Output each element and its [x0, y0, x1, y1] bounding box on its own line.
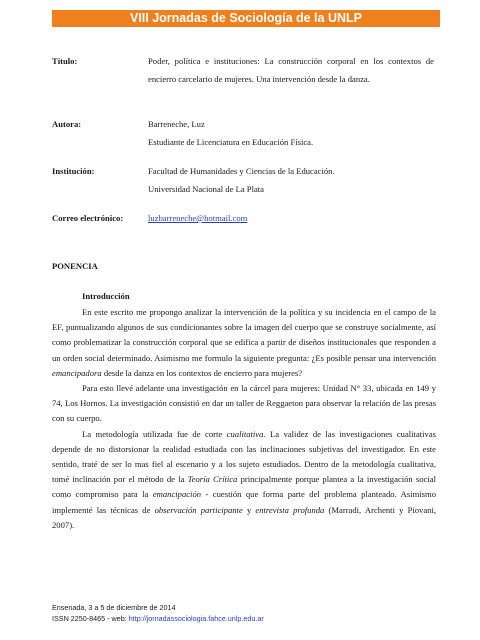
paragraph-2: Para esto llevé adelante una investigación en la cárcel para mujeres: Unidad N° 33, ubicada en 149 y 74, Los Hornos. La investigación consistió en dar un taller de Reggaeton para observar la relación de las presas con su cuerpo. — [52, 383, 436, 424]
email-row — [148, 209, 434, 227]
title-value: Poder, política e instituciones: La construcción corporal en los contextos de encierro carcelario de mujeres. Una intervención desde la danza. — [148, 56, 434, 84]
email-label: Correo electrónico: — [52, 213, 124, 223]
intro-heading: Introducción — [82, 291, 130, 301]
intro-body — [52, 305, 436, 533]
author-label: Autora: — [52, 119, 82, 129]
author-info — [148, 115, 434, 151]
paragraph-3: La metodología utilizada fue de corte cualitativa. La validez de las investigaciones cualitativas depende de no distorsionar la realidad estudiada con las inclinaciones subjetivas del investigador. En este sentido, traté de ser lo mas fiel al escenario y a los sujeto estudiados. Dentro de la metodología cualitativa, tomé inclinación por el método de la Teoría Crítica principalmente porque plantea a la investigación social como compromiso para la emancipación - cuestión que forma parte del problema planteado. Asimismo implementé las técnicas de observación participante y entrevista profunda (Marradi, Archenti y Piovani, 2007). — [52, 428, 436, 530]
institution-label: Institución: — [52, 166, 95, 176]
author-role: Estudiante de Licenciatura en Educación Física. — [148, 137, 314, 147]
institution-university: Universidad Nacional de La Plata — [148, 184, 264, 194]
conference-banner: VIII Jornadas de Sociología de la UNLP — [52, 10, 440, 27]
institution-faculty: Facultad de Humanidades y Ciencias de la Educación. — [148, 166, 335, 176]
footer-date: Ensenada, 3 a 5 de diciembre de 2014 — [52, 603, 176, 612]
email-link[interactable]: luzbarreneche@hotmail.com — [148, 213, 248, 223]
institution-info — [148, 162, 434, 198]
footer — [52, 603, 264, 624]
section-title: PONENCIA — [52, 261, 98, 271]
footer-url-link[interactable]: http://jornadassociologia.fahce.unlp.edu.ar — [128, 613, 264, 623]
footer-issn: ISSN 2250-8465 - web: http://jornadassociologia.fahce.unlp.edu.ar — [52, 613, 264, 623]
title-label: Título: — [52, 56, 78, 66]
paragraph-1: En este escrito me propongo analizar la intervención de la política y su incidencia en el campo de la EF, puntualizando algunos de sus condicionantes sobre la imagen del cuerpo que se construye socialmente, así como problematizar la construcción corporal que se edifica a partir de diseños institucionales que responden a un orden social determinado. Asimismo me formulo la siguiente pregunta: ¿Es posible pensar una intervención emancipadora desde la danza en los contextos de encierro para mujeres? — [52, 307, 436, 378]
author-name: Barreneche, Luz — [148, 119, 205, 129]
